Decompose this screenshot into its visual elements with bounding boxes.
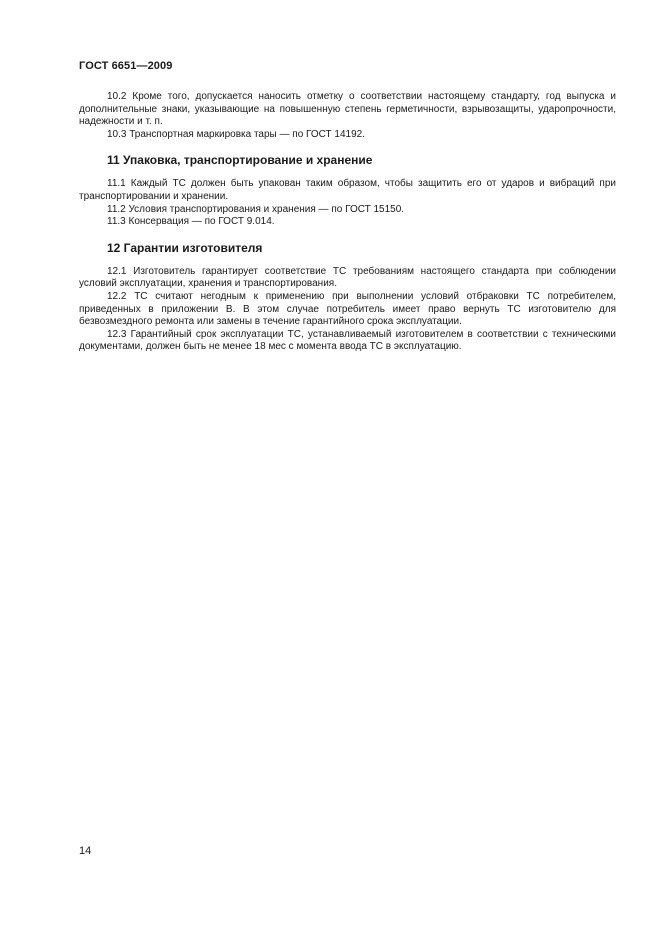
section-11-heading: 11 Упаковка, транспортирование и хранение <box>107 153 373 168</box>
page-content <box>79 91 616 354</box>
paragraph-11-2: 11.2 Условия транспортирования и хранения — по ГОСТ 15150. <box>107 203 405 215</box>
page-number: 14 <box>79 845 92 857</box>
paragraph-10-3: 10.3 Транспортная маркировка тары — по ГОСТ 14192. <box>107 128 366 140</box>
paragraph-11-1: 11.1 Каждый ТС должен быть упакован таким образом, чтобы защитить его от ударов и вибраций при транспортировании и хранении. <box>79 178 616 202</box>
section-12-heading: 12 Гарантии изготовителя <box>107 240 263 255</box>
paragraph-12-2: 12.2 ТС считают негодным к применению при выполнении условий отбраковки ТС потребителем, приведенных в приложении В. В этом случае потребитель имеет право вернуть ТС изготовителю для безвозмездного ремонта или замены в течение гарантийного срока эксплуатации. <box>79 290 616 328</box>
document-header: ГОСТ 6651—2009 <box>79 60 173 72</box>
paragraph-12-1: 12.1 Изготовитель гарантирует соответствие ТС требованиям настоящего стандарта при соблюдении условий эксплуатации, хранения и транспортирования. <box>79 265 616 290</box>
paragraph-11-3: 11.3 Консервация — по ГОСТ 9.014. <box>107 216 275 228</box>
paragraph-10-2: 10.2 Кроме того, допускается наносить отметку о соответствии настоящему стандарту, год выпуска и дополнительные знаки, указывающие на повышенную степень герметичности, взрывозащиты, ударопрочности, надежности и т. п. <box>79 91 616 128</box>
paragraph-12-3: 12.3 Гарантийный срок эксплуатации ТС, устанавливаемый изготовителем в соответствии с техническими документами, должен быть не менее 18 мес с момента ввода ТС в эксплуатацию. <box>79 328 616 353</box>
